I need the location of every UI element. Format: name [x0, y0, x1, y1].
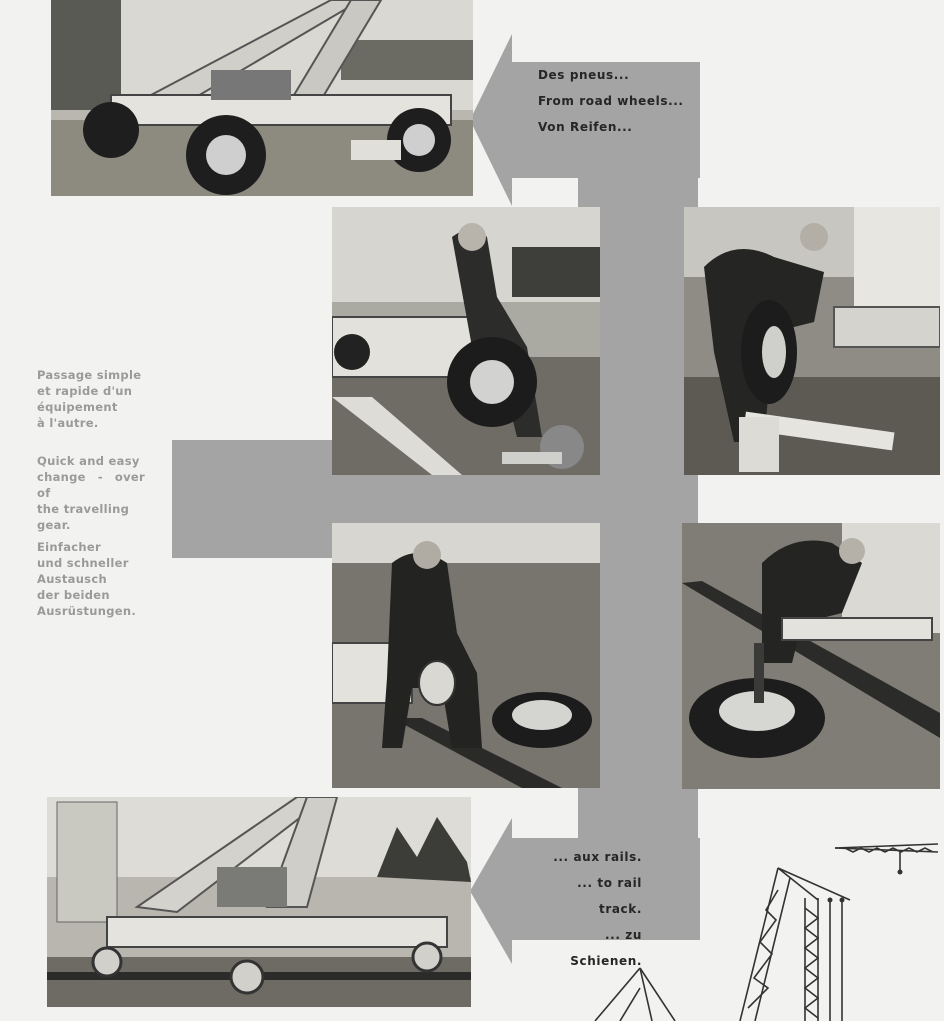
side-text-fr-line: à l'autre.: [37, 416, 99, 430]
photo-worker-rolling-wheel: [684, 207, 940, 475]
side-text-fr: [37, 367, 145, 431]
photo-rail-mounted-chassis: [47, 797, 471, 1007]
bottom-arrow-head: [470, 818, 514, 964]
side-text-en-line: Quick and easy: [37, 454, 140, 468]
side-text-de-line: Einfacher: [37, 540, 101, 554]
side-text-en: [37, 453, 145, 533]
photo-road-wheels-chassis: [51, 0, 473, 196]
side-text-en-line: the travelling: [37, 502, 130, 516]
side-text-fr-line: et rapide d'un: [37, 384, 133, 398]
bottom-caption-de: ... zu Schienen.: [570, 928, 642, 968]
side-text-fr-line: équipement: [37, 400, 118, 414]
side-text-fr-line: Passage simple: [37, 368, 142, 382]
side-text-de-line: der beiden: [37, 588, 110, 602]
top-arrow-head: [470, 34, 514, 206]
side-text-en-line: change - over of: [37, 470, 145, 500]
photo-worker-fitting-rail-wheel: [332, 523, 600, 788]
top-caption-de: Von Reifen...: [538, 120, 633, 134]
crane-drawing-icon: [590, 838, 940, 1021]
photo-worker-mounting-wheel: [332, 207, 600, 475]
top-caption-fr: Des pneus...: [538, 68, 630, 82]
bottom-caption-fr: ... aux rails.: [553, 850, 642, 864]
photo-wheel-on-rails: [682, 523, 940, 789]
side-text-de: [37, 539, 145, 619]
side-text-de-line: und schneller: [37, 556, 129, 570]
side-text-de-line: Ausrüstungen.: [37, 604, 136, 618]
side-text-en-line: gear.: [37, 518, 71, 532]
bottom-caption-en: ... to rail track.: [577, 876, 642, 916]
top-caption-en: From road wheels...: [538, 94, 684, 108]
top-caption: [538, 62, 684, 140]
side-text-de-line: Austausch: [37, 572, 107, 586]
